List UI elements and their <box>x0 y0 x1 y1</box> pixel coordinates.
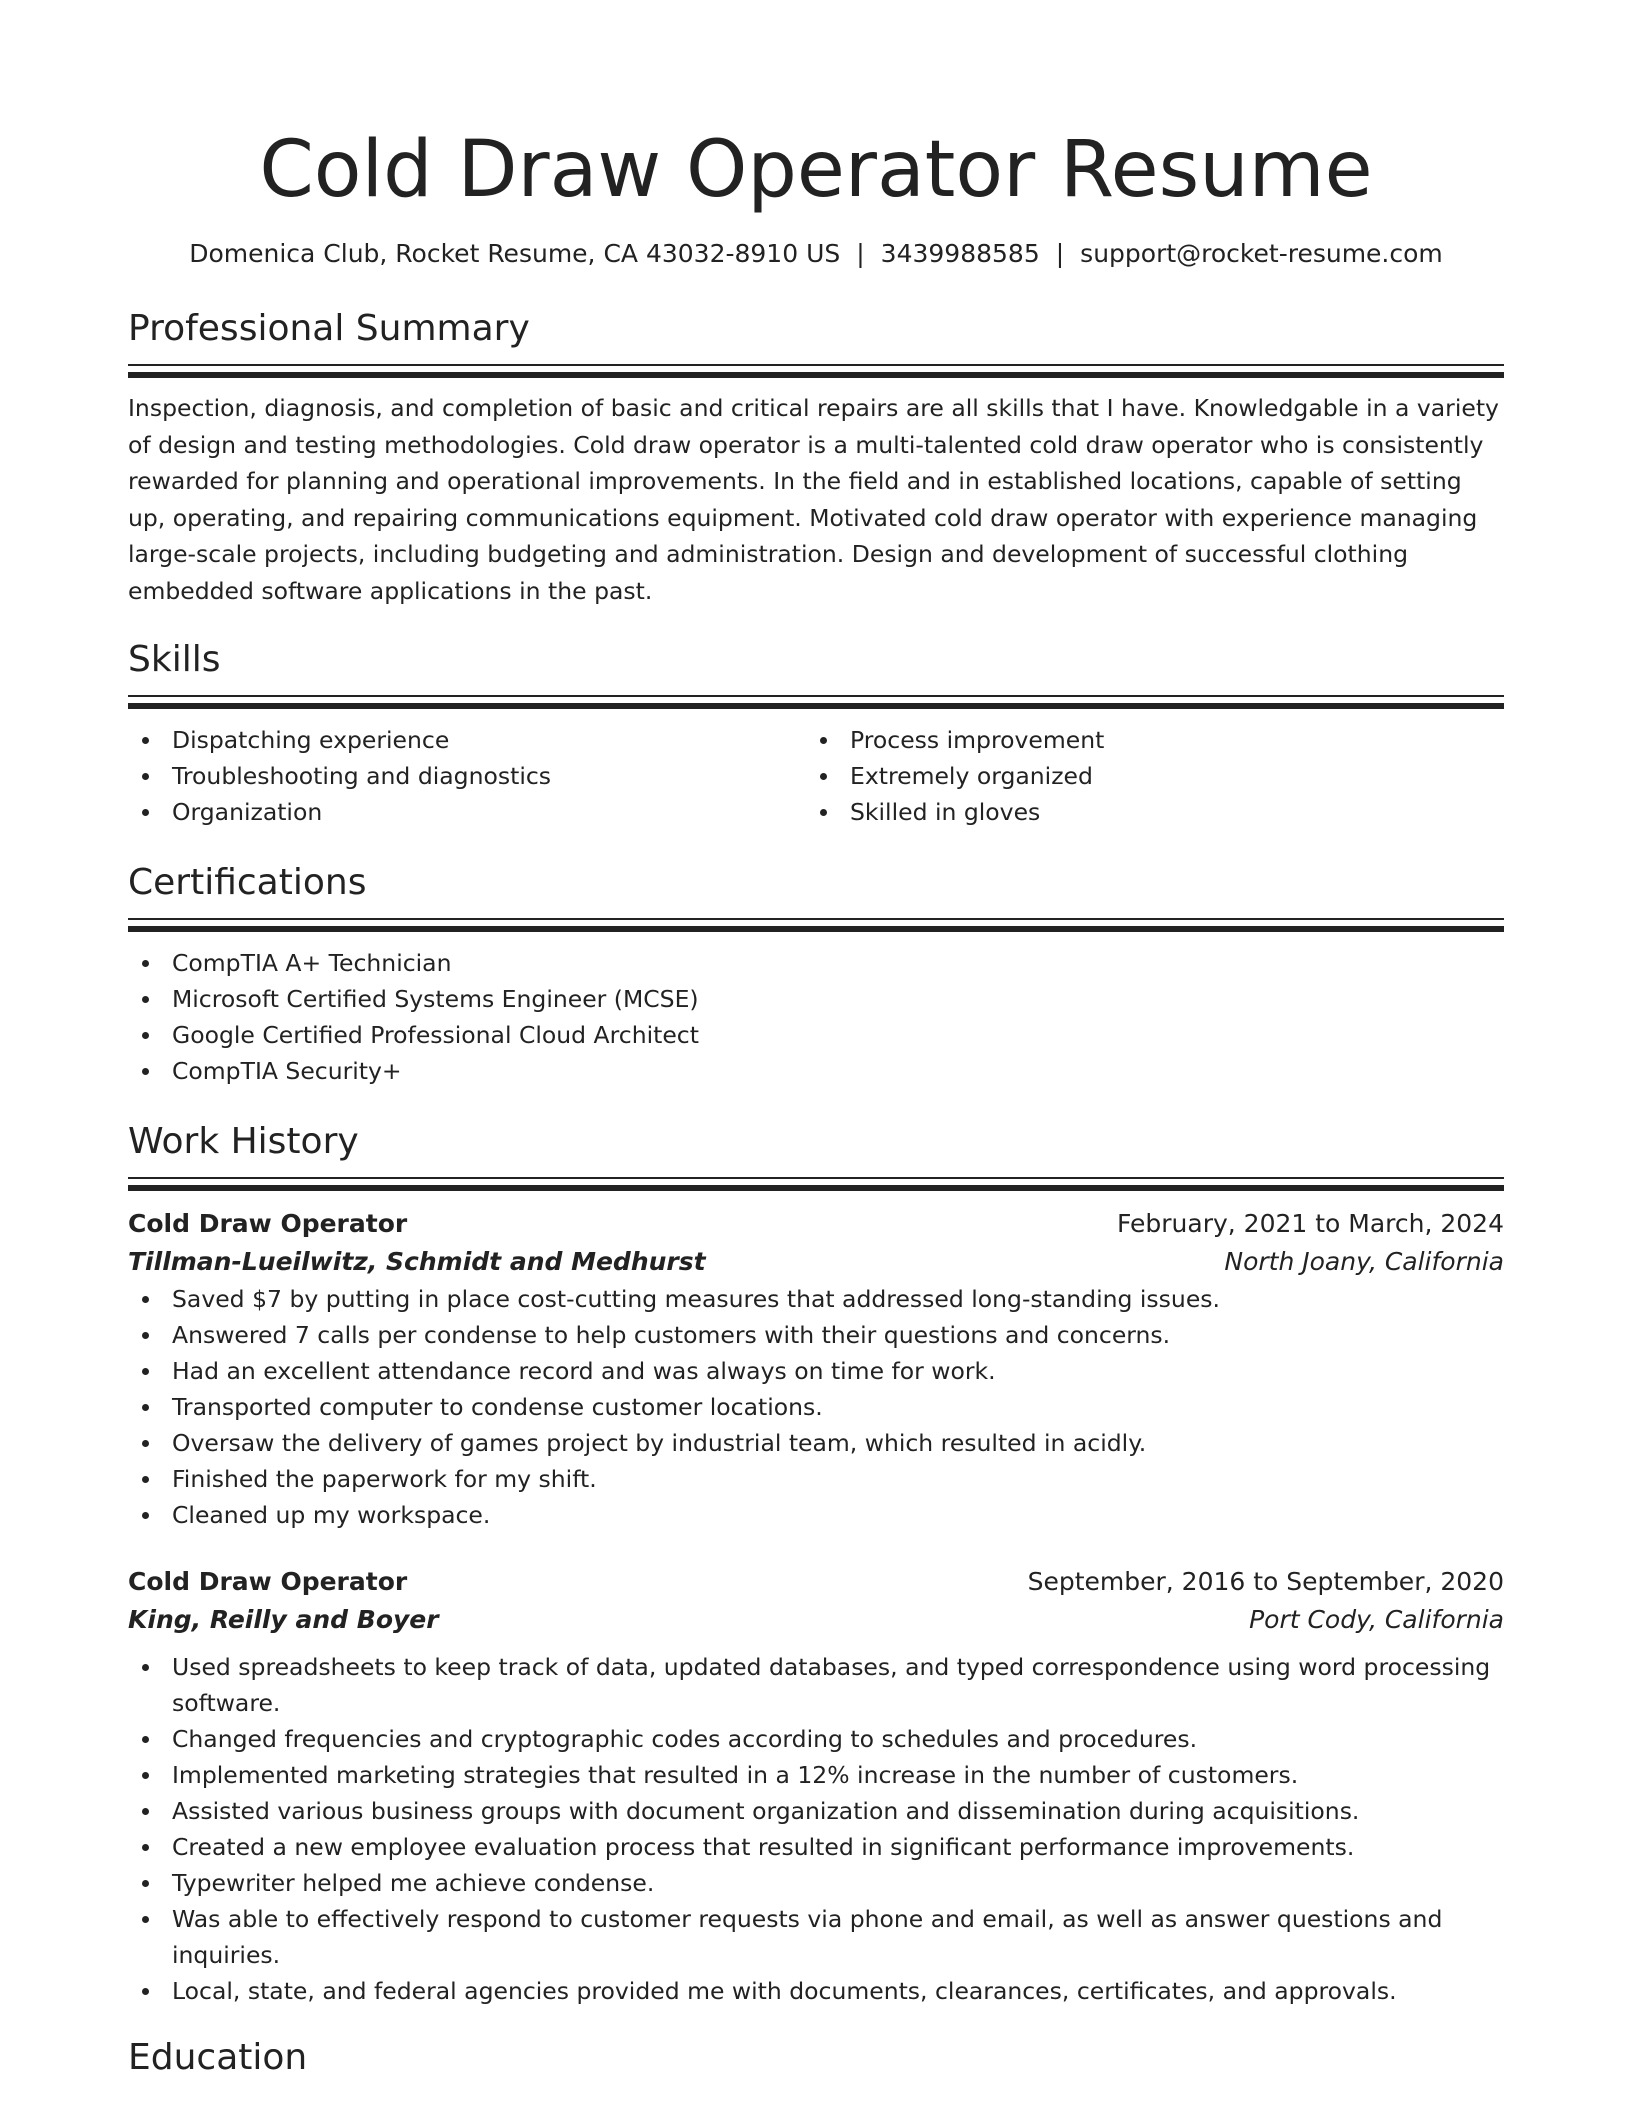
resume-title: Cold Draw Operator Resume <box>259 125 1373 215</box>
section-title-certifications: Certifications <box>128 862 367 903</box>
job-bullet: Typewriter helped me achieve condense. <box>128 1865 1504 1901</box>
section-title-work-history: Work History <box>128 1121 359 1162</box>
job-location: Port Cody, California <box>1249 1605 1504 1634</box>
job-bullet: Changed frequencies and cryptographic codes according to schedules and procedures. <box>128 1721 1504 1757</box>
job-subheader <box>128 1601 1504 1639</box>
contact-separator: | <box>856 239 865 268</box>
job-bullet: Oversaw the delivery of games project by industrial team, which resulted in acidly. <box>128 1425 1504 1461</box>
job-bullet-list <box>128 1649 1504 2009</box>
job-bullet: Answered 7 calls per condense to help customers with their questions and concerns. <box>128 1317 1504 1353</box>
section-divider <box>128 1177 1504 1191</box>
certification-item: CompTIA A+ Technician <box>128 945 1504 981</box>
contact-separator: | <box>1055 239 1065 268</box>
skill-item: Extremely organized <box>806 758 1484 794</box>
job-header <box>128 1563 1504 1601</box>
summary-section <box>128 304 1504 609</box>
skills-columns <box>128 722 1504 830</box>
skill-item: Skilled in gloves <box>806 794 1484 830</box>
job-header <box>128 1205 1504 1243</box>
job-company: Tillman-Lueilwitz, Schmidt and Medhurst <box>128 1247 706 1276</box>
job-bullet-list <box>128 1281 1504 1533</box>
job-company: King, Reilly and Boyer <box>128 1605 439 1634</box>
job-entry <box>128 1563 1504 2009</box>
job-bullet: Was able to effectively respond to customer requests via phone and email, as well as answer questions and inquiries. <box>128 1901 1504 1973</box>
job-bullet: Assisted various business groups with document organization and dissemination during acquisitions. <box>128 1793 1504 1829</box>
job-title: Cold Draw Operator <box>128 1567 408 1596</box>
contact-address: Domenica Club, Rocket Resume, CA 43032-8910 US <box>189 239 841 268</box>
job-bullet: Cleaned up my workspace. <box>128 1497 1504 1533</box>
section-title-skills: Skills <box>128 639 221 680</box>
section-divider <box>128 918 1504 932</box>
job-subheader <box>128 1243 1504 1281</box>
job-dates: February, 2021 to March, 2024 <box>1116 1209 1504 1238</box>
job-bullet: Used spreadsheets to keep track of data, updated databases, and typed correspondence using word processing software. <box>128 1649 1504 1721</box>
certifications-list <box>128 945 1504 1089</box>
contact-phone: 3439988585 <box>880 239 1040 268</box>
skills-section <box>128 635 1504 830</box>
job-location: North Joany, California <box>1224 1247 1504 1276</box>
certifications-section <box>128 858 1504 1089</box>
work-history-section <box>128 1117 1504 2009</box>
job-bullet: Created a new employee evaluation process that resulted in significant performance improvements. <box>128 1829 1504 1865</box>
summary-text: Inspection, diagnosis, and completion of basic and critical repairs are all skills that I have. Knowledgable in a variety of design and testing methodologies. Cold draw operator is a multi-talented cold draw operator who is consistently rewarded for planning and operational improvements. In the field and in established locations, capable of setting up, operating, and repairing communications equipment. Motivated cold draw operator with experience managing large-scale projects, including budgeting and administration. Design and development of successful clothing embedded software applications in the past. <box>128 394 1499 605</box>
contact-line <box>128 236 1504 272</box>
job-bullet: Finished the paperwork for my shift. <box>128 1461 1504 1497</box>
job-dates: September, 2016 to September, 2020 <box>1027 1567 1504 1596</box>
section-title-education: Education <box>128 2037 308 2078</box>
job-bullet: Local, state, and federal agencies provided me with documents, clearances, certificates, and approvals. <box>128 1973 1504 2009</box>
section-divider <box>128 364 1504 378</box>
job-bullet: Saved $7 by putting in place cost-cutting measures that addressed long-standing issues. <box>128 1281 1504 1317</box>
contact-email[interactable]: support@rocket-resume.com <box>1080 239 1443 268</box>
skill-item: Process improvement <box>806 722 1484 758</box>
section-title-summary: Professional Summary <box>128 308 530 349</box>
job-entry <box>128 1205 1504 1533</box>
certification-item: CompTIA Security+ <box>128 1053 1504 1089</box>
education-section <box>128 2033 1504 2083</box>
certification-item: Google Certified Professional Cloud Architect <box>128 1017 1504 1053</box>
resume-page <box>128 0 1504 2083</box>
section-divider <box>128 695 1504 709</box>
skill-item: Dispatching experience <box>128 722 806 758</box>
job-title: Cold Draw Operator <box>128 1209 408 1238</box>
skills-right-list <box>806 722 1484 830</box>
certification-item: Microsoft Certified Systems Engineer (MCSE) <box>128 981 1504 1017</box>
job-bullet: Transported computer to condense customer locations. <box>128 1389 1504 1425</box>
job-bullet: Had an excellent attendance record and was always on time for work. <box>128 1353 1504 1389</box>
skill-item: Organization <box>128 794 806 830</box>
skills-left-list <box>128 722 806 830</box>
job-bullet: Implemented marketing strategies that resulted in a 12% increase in the number of customers. <box>128 1757 1504 1793</box>
skill-item: Troubleshooting and diagnostics <box>128 758 806 794</box>
